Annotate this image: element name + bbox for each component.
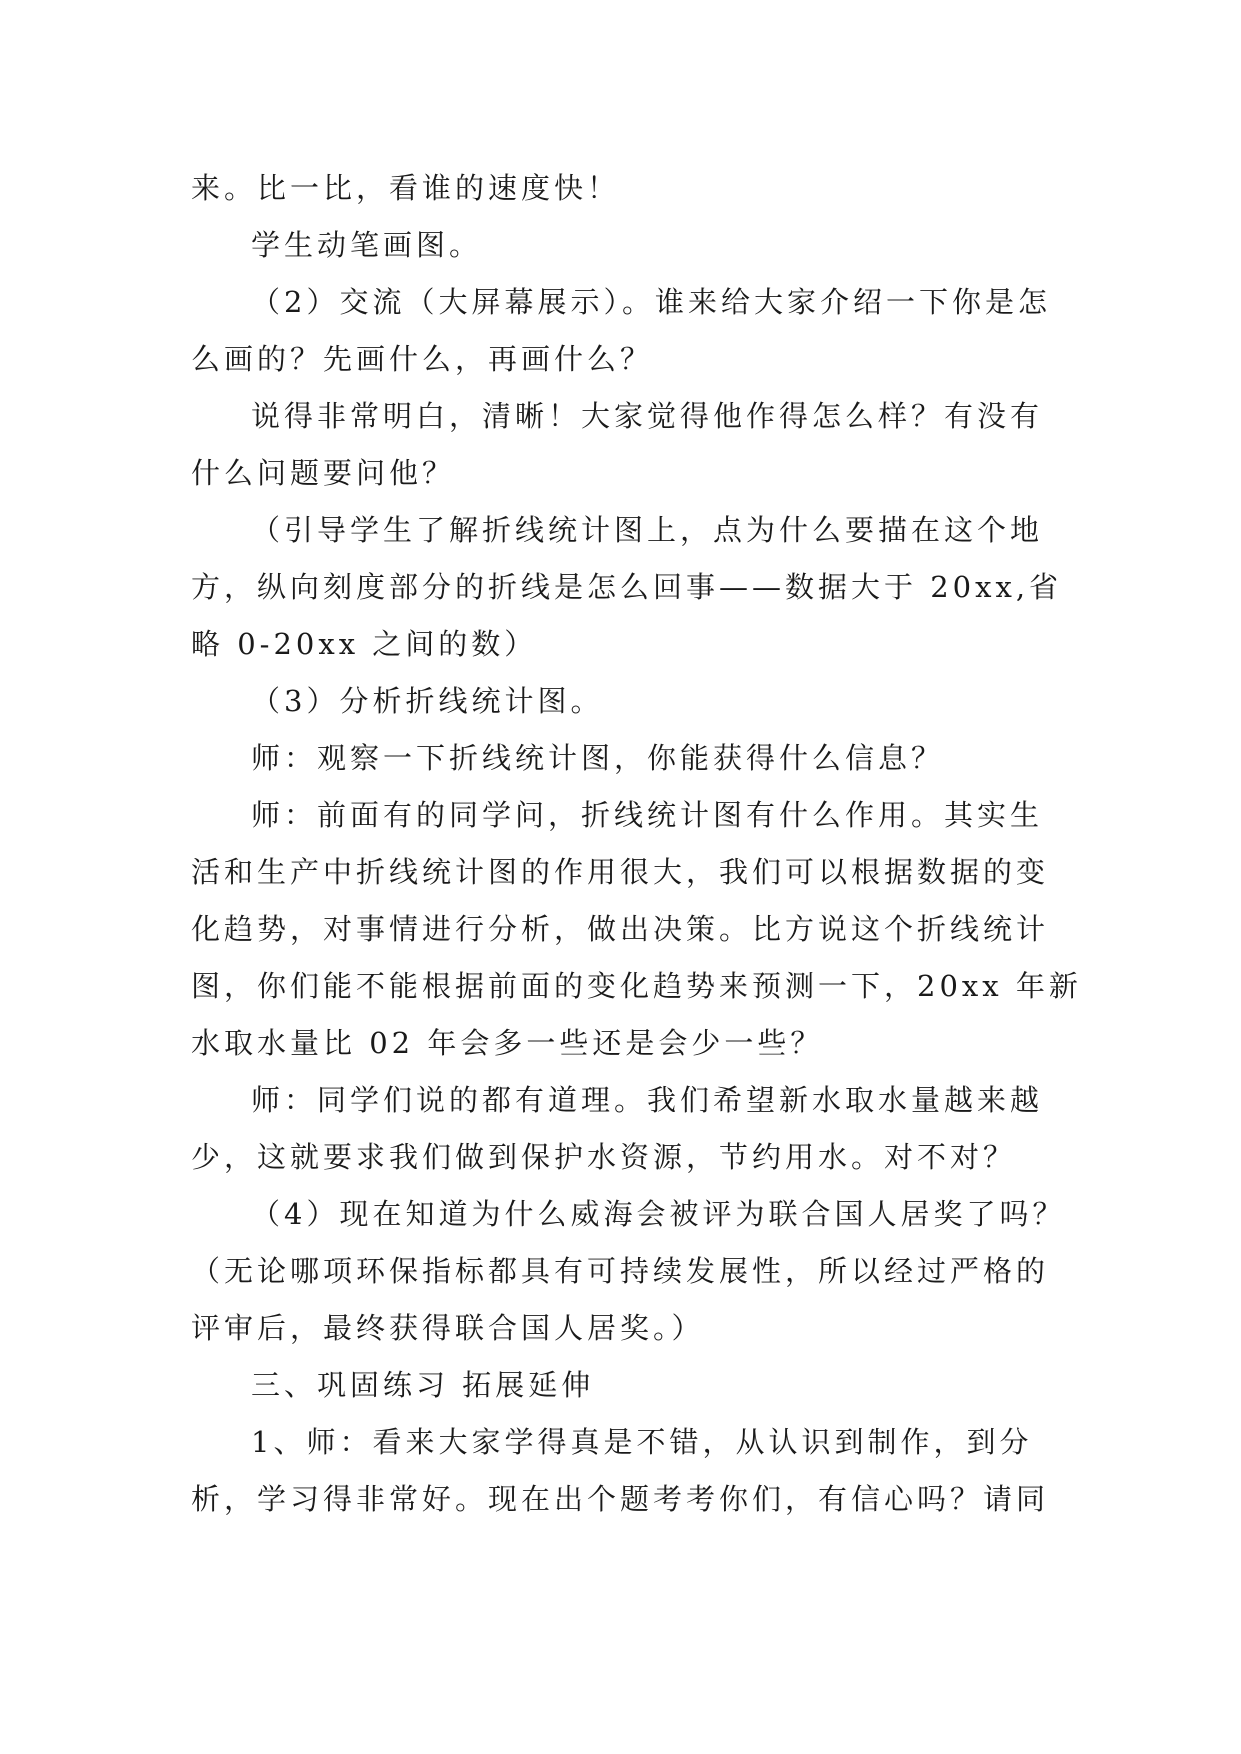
text-line: 学生动笔画图。 xyxy=(251,228,483,262)
text-line: （4）现在知道为什么威海会被评为联合国人居奖了吗？ xyxy=(251,1197,1066,1231)
text-line: 评审后，最终获得联合国人居奖。） xyxy=(191,1311,705,1345)
text-line: 活和生产中折线统计图的作用很大，我们可以根据数据的变 xyxy=(191,855,1050,889)
text-line: （无论哪项环保指标都具有可持续发展性，所以经过严格的 xyxy=(191,1254,1050,1288)
text-line: 析，学习得非常好。现在出个题考考你们，有信心吗？请同 xyxy=(191,1482,1050,1516)
text-line: 师：前面有的同学问，折线统计图有什么作用。其实生 xyxy=(251,798,1044,832)
text-line: 方，纵向刻度部分的折线是怎么回事——数据大于 20xx,省 xyxy=(191,570,1063,604)
text-line: 师：同学们说的都有道理。我们希望新水取水量越来越 xyxy=(251,1083,1044,1117)
text-line: 来。比一比，看谁的速度快！ xyxy=(191,171,621,205)
text-line: 略 0-20xx 之间的数） xyxy=(191,627,538,661)
text-line: （引导学生了解折线统计图上，点为什么要描在这个地 xyxy=(251,513,1044,547)
text-line: 说得非常明白，清晰！大家觉得他作得怎么样？有没有 xyxy=(251,399,1044,433)
text-line: 水取水量比 02 年会多一些还是会少一些？ xyxy=(191,1026,824,1060)
text-line: 1、师：看来大家学得真是不错，从认识到制作，到分 xyxy=(251,1425,1033,1459)
text-line: 少，这就要求我们做到保护水资源，节约用水。对不对？ xyxy=(191,1140,1017,1174)
text-line: 师：观察一下折线统计图，你能获得什么信息？ xyxy=(251,741,945,775)
text-line: （2）交流（大屏幕展示）。谁来给大家介绍一下你是怎 xyxy=(251,285,1051,319)
text-line: 么画的？先画什么，再画什么？ xyxy=(191,342,654,376)
text-line: （3）分析折线统计图。 xyxy=(251,684,604,718)
text-line: 化趋势，对事情进行分析，做出决策。比方说这个折线统计 xyxy=(191,912,1050,946)
text-line: 图，你们能不能根据前面的变化趋势来预测一下，20xx 年新 xyxy=(191,969,1082,1003)
text-line: 什么问题要问他？ xyxy=(191,456,456,490)
section-heading: 三、巩固练习 拓展延伸 xyxy=(251,1368,595,1402)
